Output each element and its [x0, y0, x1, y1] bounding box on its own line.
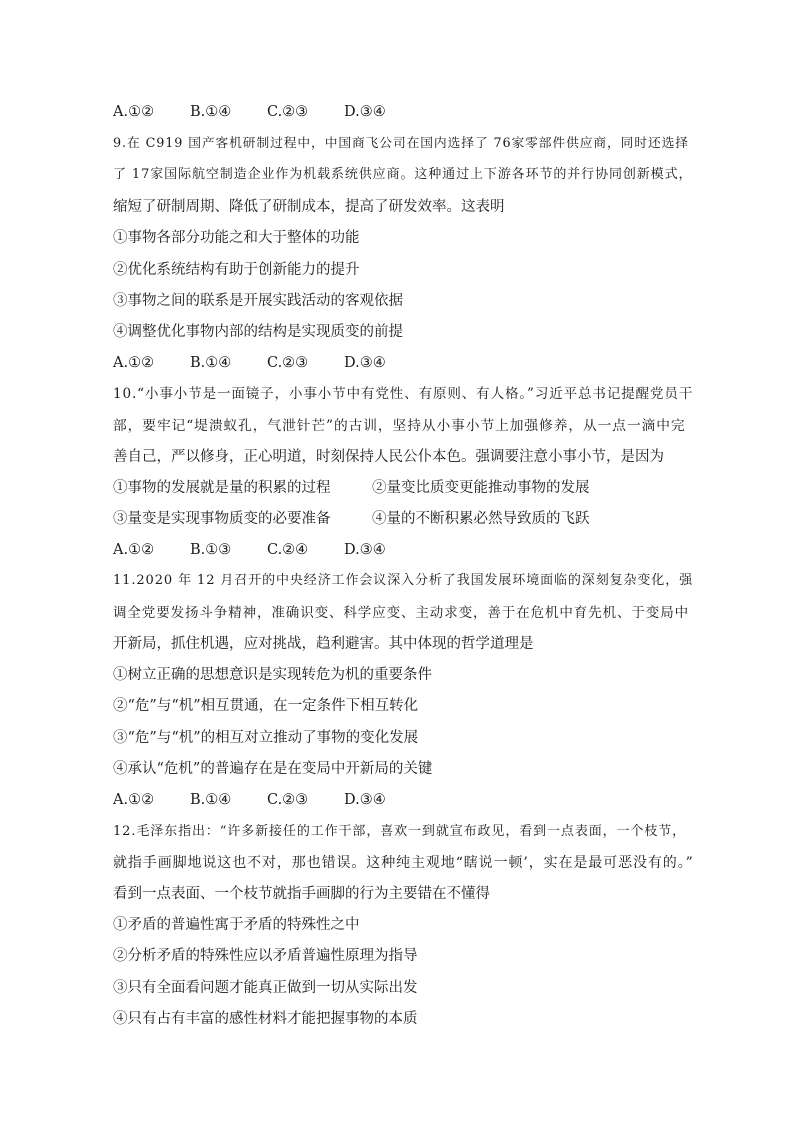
- q11-option-b: B.①④: [190, 792, 232, 808]
- q8-option-b: B.①④: [190, 104, 232, 120]
- q8-option-d: D.③④: [344, 104, 386, 120]
- q8-option-a: A.①②: [113, 104, 155, 120]
- q10-option-a: A.①②: [113, 542, 155, 558]
- q12-stem-line-3: 看到一点表面、一个枝节就指手画脚的行为主要错在不懂得: [113, 886, 490, 902]
- q11-item-3: ③“危”与“机”的相互对立推动了事物的变化发展: [113, 730, 419, 746]
- q12-item-3: ③只有全面看问题才能真正做到一切从实际出发: [113, 980, 418, 996]
- q10-item-1: ①事物的发展就是量的积累的过程: [113, 480, 331, 496]
- q10-option-d: D.③④: [344, 542, 386, 558]
- q11-item-1: ①树立正确的思想意识是实现转危为机的重要条件: [113, 667, 432, 683]
- q10-item-4: ④量的不断积累必然导致质的飞跃: [372, 511, 590, 527]
- q11-item-2: ②“危”与“机”相互贯通，在一定条件下相互转化: [113, 698, 419, 714]
- q9-option-b: B.①④: [190, 355, 232, 371]
- q11-stem-line-1: 11.2020 年 12 月召开的中央经济工作会议深入分析了我国发展环境面临的深刻复杂变化，强: [113, 573, 693, 588]
- q12-item-4: ④只有占有丰富的感性材料才能把握事物的本质: [113, 1011, 418, 1027]
- q9-option-a: A.①②: [113, 355, 155, 371]
- q9-stem-line-2: 了 17家国际航空制造企业作为机载系统供应商。这种通过上下游各环节的并行协同创新模式，: [113, 167, 693, 182]
- q10-stem-line-3: 善自己，严以修身，正心明道，时刻保持人民公仆本色。强调要注意小事小节，是因为: [113, 449, 664, 465]
- q10-option-c: C.②④: [267, 542, 309, 558]
- q9-option-d: D.③④: [344, 355, 386, 371]
- q11-item-4: ④承认“危机”的普遍存在是在变局中开新局的关键: [113, 761, 433, 777]
- q8-option-c: C.②③: [267, 104, 309, 120]
- q10-items-row-1: [113, 478, 331, 498]
- q9-stem-line-3: 缩短了研制周期、降低了研制成本，提高了研发效率。这表明: [113, 199, 505, 215]
- q11-option-c: C.②③: [267, 792, 309, 808]
- q10-options: [113, 540, 421, 560]
- q11-stem-line-3: 开新局，抓住机遇，应对挑战，趋利避害。其中体现的哲学道理是: [113, 636, 534, 652]
- q9-item-4: ④调整优化事物内部的结构是实现质变的前提: [113, 324, 403, 340]
- q12-stem-line-2: 就指手画脚地说这也不对，那也错误。这种纯主观地“瞎说一顿’，实在是最可恶没有的。”: [113, 855, 694, 871]
- q9-item-1: ①事物各部分功能之和大于整体的功能: [113, 230, 360, 246]
- q10-item-2: ②量变比质变更能推动事物的发展: [372, 480, 590, 496]
- q10-stem-line-2: 部，要牢记“堤溃蚁孔，气泄针芒”的古训，坚持从小事小节上加强修养，从一点一滴中完: [113, 418, 686, 434]
- q11-option-a: A.①②: [113, 792, 155, 808]
- q10-item-3: ③量变是实现事物质变的必要准备: [113, 511, 331, 527]
- q9-item-3: ③事物之间的联系是开展实践活动的客观依据: [113, 293, 403, 309]
- q12-item-1: ①矛盾的普遍性寓于矛盾的特殊性之中: [113, 917, 360, 933]
- q12-stem-line-1: 12.毛泽东指出：“许多新接任的工作干部，喜欢一到就宣布政见，看到一点表面，一个枝节，: [113, 824, 687, 839]
- q10-stem-line-1: 10.“小事小节是一面镜子，小事小节中有党性、有原则、有人格。”习近平总书记提醒党员干: [113, 386, 694, 402]
- q10-option-b: B.①③: [190, 542, 232, 558]
- q8-options: [113, 102, 421, 122]
- q11-stem-line-2: 调全党要发扬斗争精神，准确识变、科学应变、主动求变，善于在危机中育先机、于变局中: [113, 605, 689, 621]
- q12-item-2: ②分析矛盾的特殊性应以矛盾普遍性原理为指导: [113, 948, 418, 964]
- q11-option-d: D.③④: [344, 792, 386, 808]
- q9-option-c: C.②③: [267, 355, 309, 371]
- q9-item-2: ②优化系统结构有助于创新能力的提升: [113, 262, 360, 278]
- q9-stem-line-1: 9.在 C919 国产客机研制过程中，中国商飞公司在国内选择了 76家零部件供应商，同时还选择: [113, 136, 689, 151]
- q11-options: [113, 790, 421, 810]
- q9-options: [113, 353, 421, 373]
